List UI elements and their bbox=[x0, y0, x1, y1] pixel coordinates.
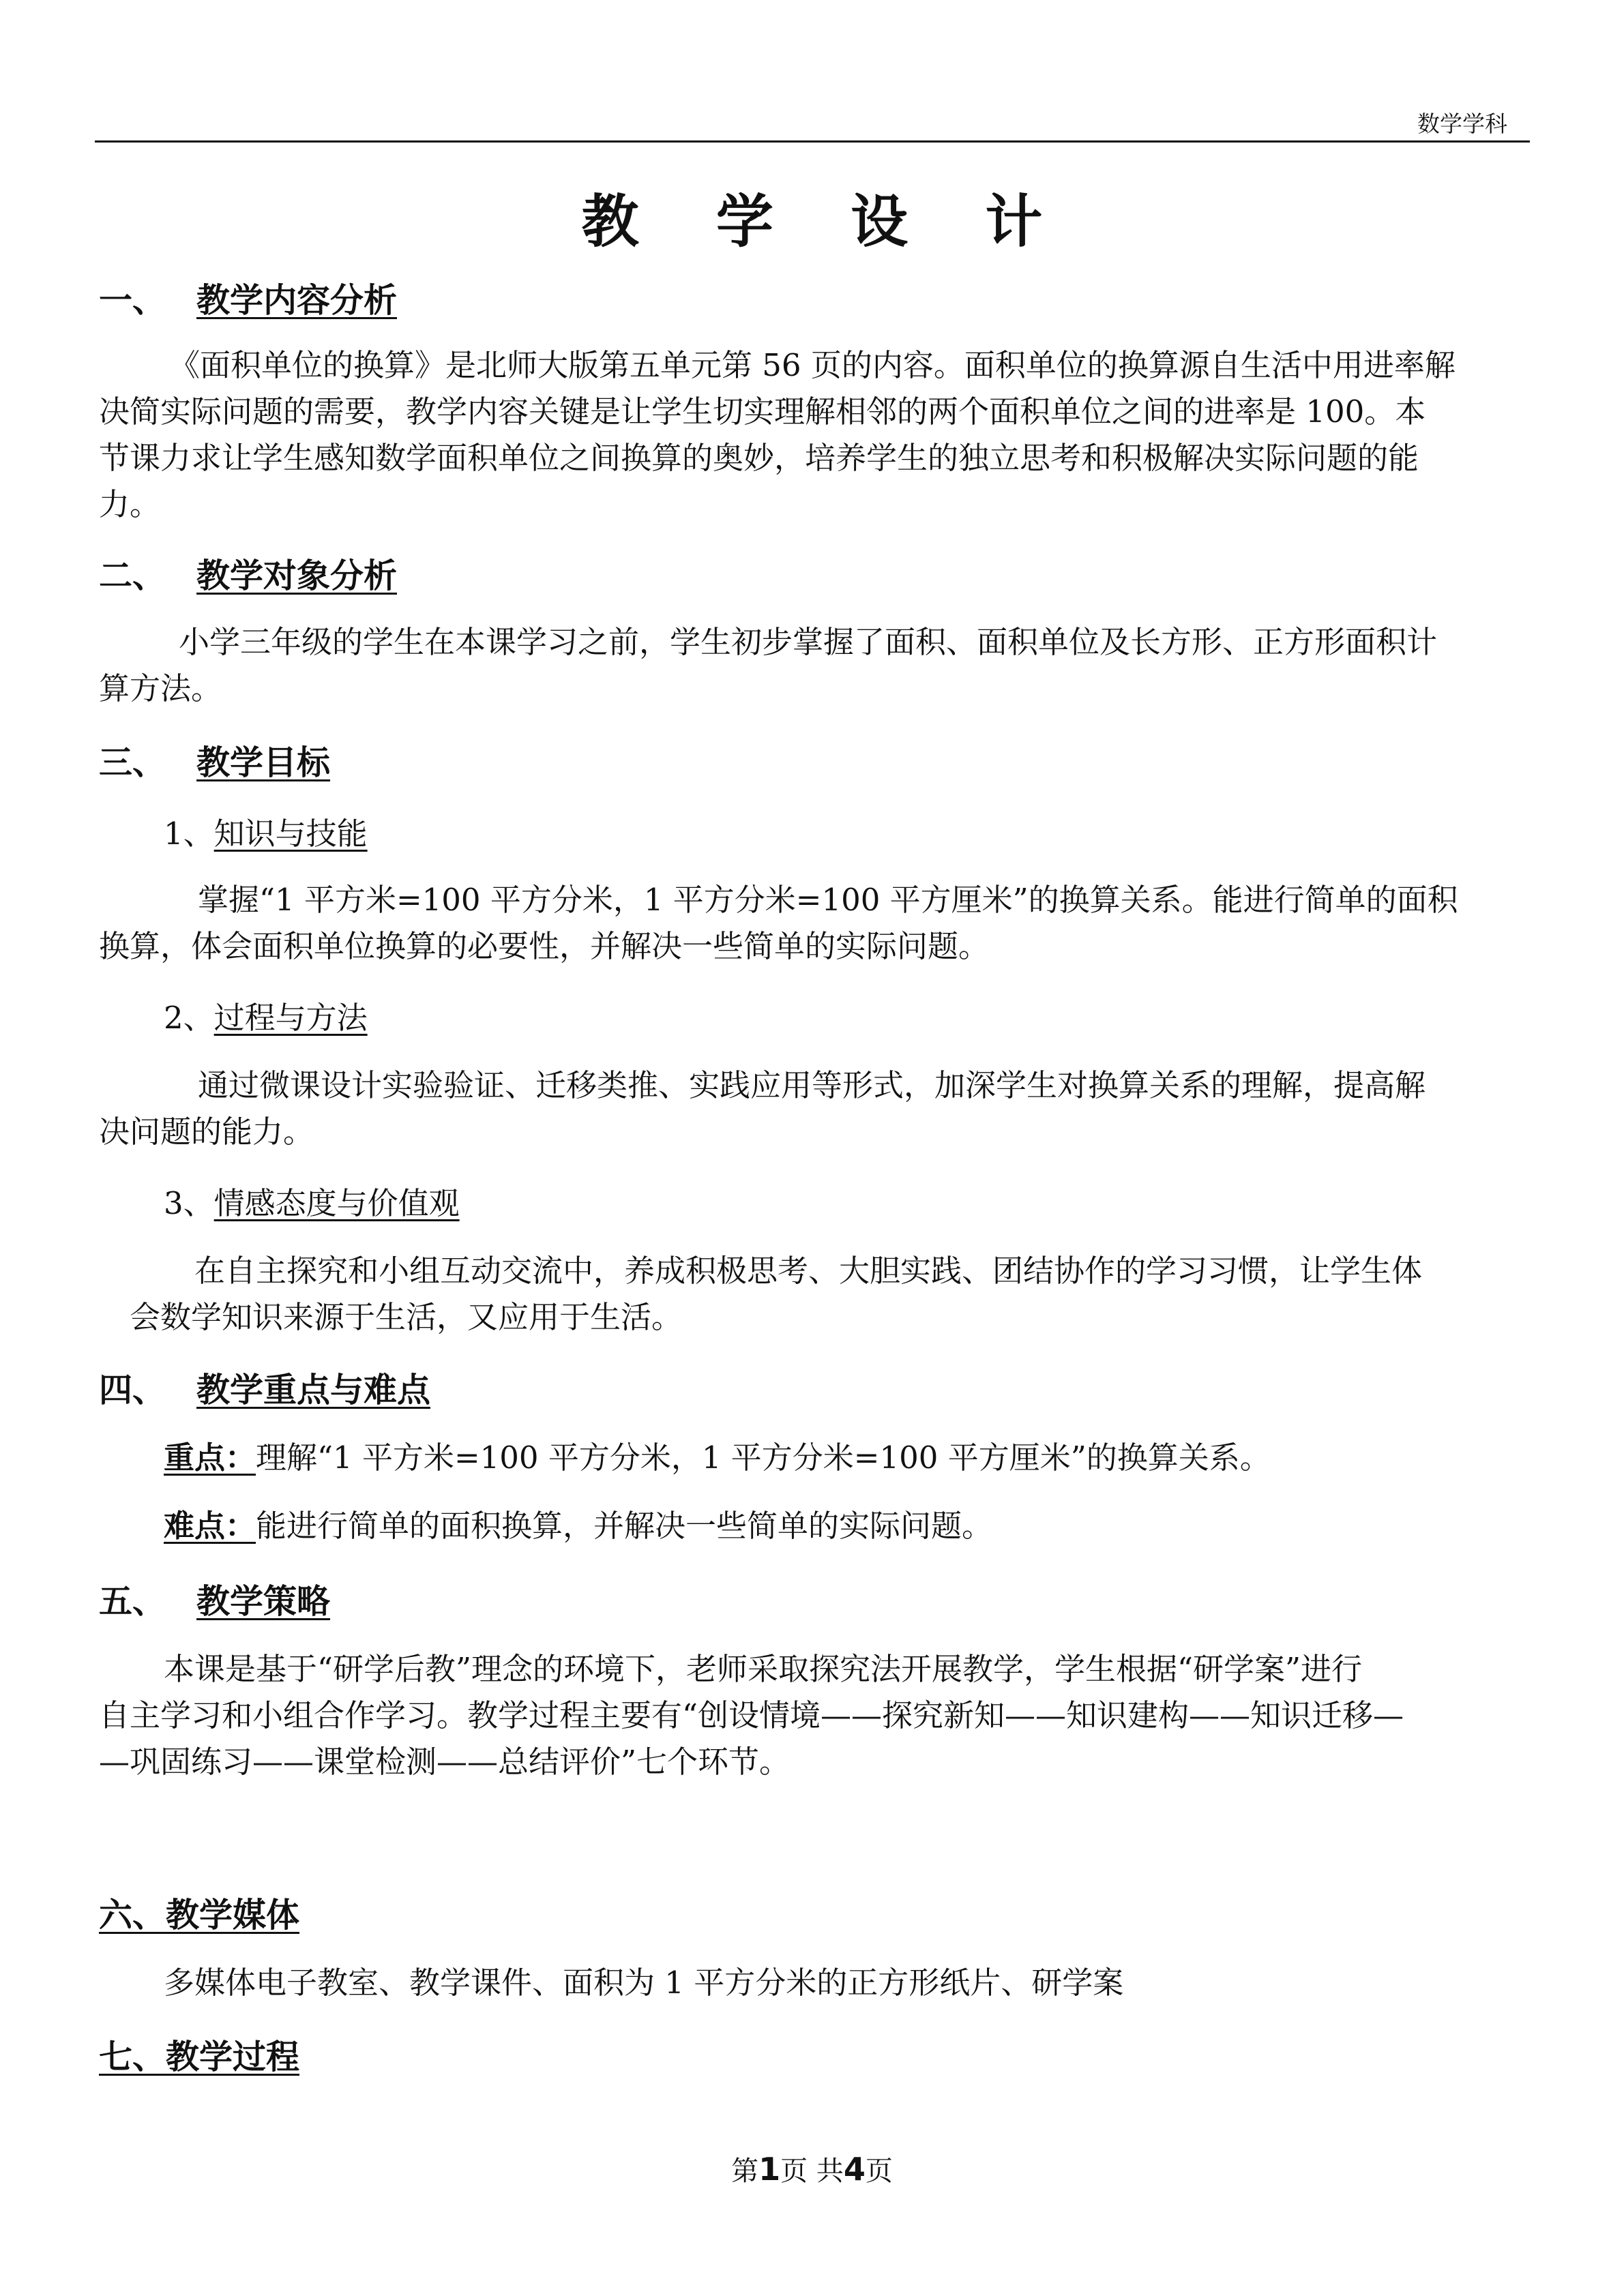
obj1-line-1: 掌握“1 平方米=100 平方分米，1 平方分米=100 平方厘米”的换算关系。能进行简单的面积 bbox=[198, 882, 1458, 918]
objective-3-number: 3、 bbox=[164, 1185, 214, 1221]
header-rule bbox=[95, 140, 1530, 143]
page-title: 教 学 设 计 bbox=[581, 188, 1072, 255]
section-1-title: 教学内容分析 bbox=[196, 281, 398, 320]
s1-line-3: 节课力求让学生感知数学面积单位之间换算的奥妙，培养学生的独立思考和积极解决实际问题的能 bbox=[99, 440, 1419, 476]
footer-total-pages: 4 bbox=[843, 2151, 866, 2188]
section-1-number: 一、 bbox=[99, 281, 166, 320]
objective-3-heading bbox=[164, 1178, 460, 1223]
section-2-title: 教学对象分析 bbox=[196, 556, 398, 595]
footer-suffix: 页 bbox=[865, 2156, 893, 2187]
header-subject: 数学学科 bbox=[1417, 110, 1507, 137]
obj2-line-2: 决问题的能力。 bbox=[99, 1114, 314, 1150]
objective-3-title: 情感态度与价值观 bbox=[213, 1185, 460, 1221]
difficult-point-text: 能进行简单的面积换算，并解决一些简单的实际问题。 bbox=[256, 1508, 993, 1544]
objective-1-heading bbox=[164, 809, 368, 853]
section-7-heading: 七、教学过程 bbox=[99, 2038, 300, 2076]
section-4-number: 四、 bbox=[99, 1371, 166, 1410]
obj3-line-2: 会数学知识来源于生活，又应用于生活。 bbox=[130, 1299, 683, 1335]
objective-2-heading bbox=[164, 993, 368, 1037]
section-3-title: 教学目标 bbox=[196, 743, 331, 782]
obj1-line-2: 换算，体会面积单位换算的必要性，并解决一些简单的实际问题。 bbox=[99, 928, 990, 964]
section-4-title: 教学重点与难点 bbox=[196, 1371, 431, 1410]
s6-line-1: 多媒体电子教室、教学课件、面积为 1 平方分米的正方形纸片、研学案 bbox=[164, 1965, 1124, 2001]
s5-line-2: 自主学习和小组合作学习。教学过程主要有“创设情境——探究新知——知识建构——知识迁移— bbox=[99, 1697, 1404, 1733]
obj2-line-1: 通过微课设计实验验证、迁移类推、实践应用等形式，加深学生对换算关系的理解，提高解 bbox=[198, 1067, 1426, 1103]
objective-1-number: 1、 bbox=[164, 816, 214, 852]
s2-line-2: 算方法。 bbox=[99, 670, 222, 706]
section-3-number: 三、 bbox=[99, 743, 166, 782]
section-5-title: 教学策略 bbox=[196, 1582, 331, 1621]
section-1-heading bbox=[99, 274, 398, 322]
s5-line-1: 本课是基于“研学后教”理念的环境下，老师采取探究法开展教学，学生根据“研学案”进行 bbox=[164, 1651, 1363, 1687]
section-5-heading bbox=[99, 1575, 331, 1623]
section-2-number: 二、 bbox=[99, 556, 166, 595]
objective-1-title: 知识与技能 bbox=[213, 816, 368, 852]
section-3-heading bbox=[99, 736, 331, 784]
page-footer bbox=[0, 2149, 1624, 2188]
footer-prefix: 第 bbox=[731, 2156, 759, 2187]
s2-line-1: 小学三年级的学生在本课学习之前，学生初步掌握了面积、面积单位及长方形、正方形面积计 bbox=[179, 624, 1438, 660]
objective-2-title: 过程与方法 bbox=[213, 1000, 368, 1036]
s5-line-3: —巩固练习——课堂检测——总结评价”七个环节。 bbox=[99, 1744, 791, 1780]
s1-line-1: 《面积单位的换算》是北师大版第五单元第 56 页的内容。面积单位的换算源自生活中用进率解 bbox=[169, 347, 1456, 383]
footer-middle: 页 共 bbox=[780, 2156, 844, 2187]
section-5-number: 五、 bbox=[99, 1582, 166, 1621]
s1-line-4: 力。 bbox=[99, 486, 161, 522]
section-2-heading bbox=[99, 550, 398, 597]
difficult-point-label: 难点： bbox=[164, 1508, 256, 1544]
section-4-heading bbox=[99, 1364, 431, 1412]
objective-2-number: 2、 bbox=[164, 1000, 214, 1036]
difficult-point-line bbox=[164, 1503, 992, 1549]
key-point-text: 理解“1 平方米=100 平方分米，1 平方分米=100 平方厘米”的换算关系。 bbox=[256, 1440, 1271, 1476]
footer-page-number: 1 bbox=[758, 2151, 781, 2188]
s1-line-2: 决简实际问题的需要，教学内容关键是让学生切实理解相邻的两个面积单位之间的进率是 100。本 bbox=[99, 393, 1426, 430]
section-6-heading: 六、教学媒体 bbox=[99, 1896, 300, 1935]
key-point-line bbox=[164, 1435, 1271, 1481]
key-point-label: 重点： bbox=[164, 1440, 256, 1476]
obj3-line-1: 在自主探究和小组互动交流中，养成积极思考、大胆实践、团结协作的学习习惯，让学生体 bbox=[194, 1253, 1423, 1289]
